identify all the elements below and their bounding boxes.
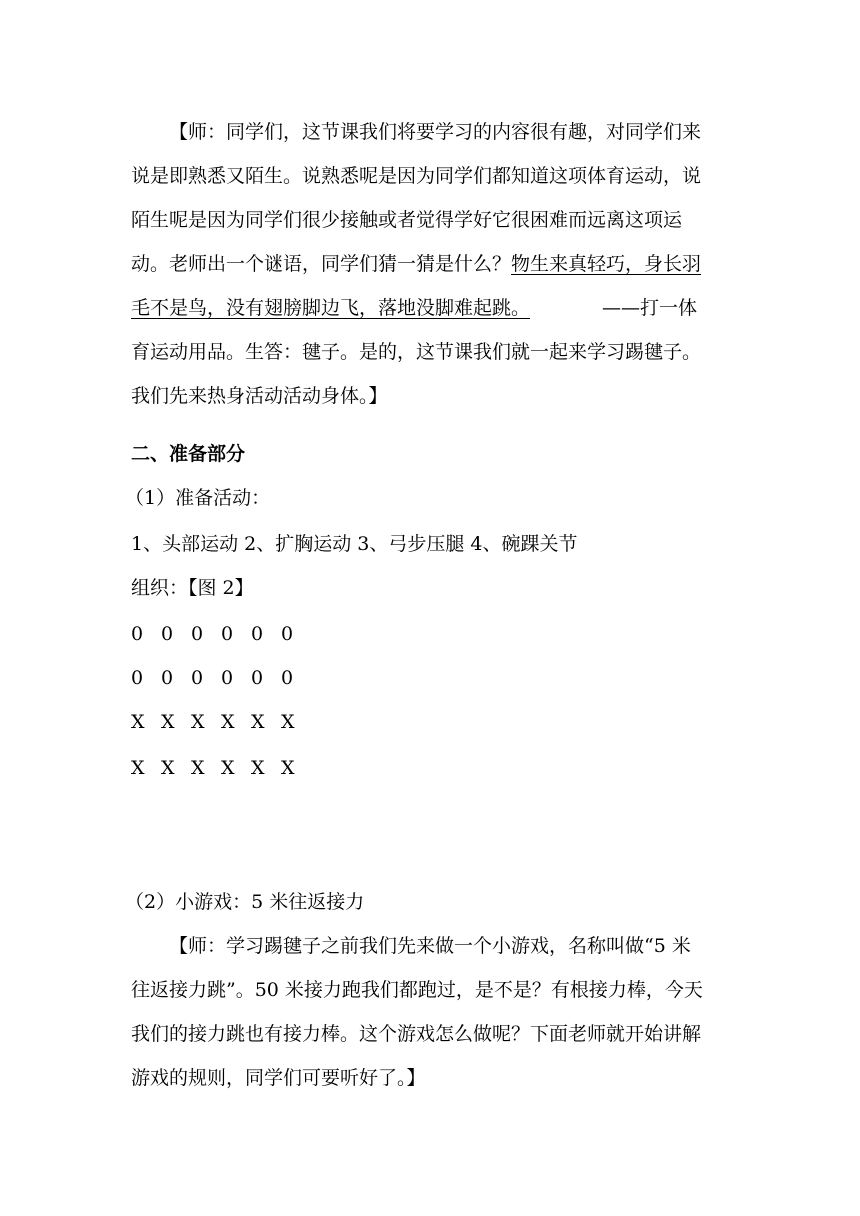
formation-row-2 (131, 664, 311, 692)
formation-mark: X (251, 711, 265, 733)
paragraph2-line2: 往返接力跳”。50 米接力跑我们都跑过，是不是？有根接力棒，今天 (131, 979, 703, 1001)
formation-mark: 0 (131, 667, 144, 689)
formation-mark: X (161, 711, 175, 733)
formation-mark: 0 (221, 667, 234, 689)
paragraph1-line6: 育运动用品。生答：毽子。是的，这节课我们就一起来学习踢毽子。 (131, 341, 702, 363)
riddle-underline-gap (530, 294, 602, 322)
formation-mark: 0 (251, 623, 264, 645)
paragraph1-line4-text: 动。老师出一个谜语，同学们猜一猜是什么？ (131, 253, 512, 275)
organization-label: 组织：【图 2】 (131, 577, 254, 599)
formation-mark: X (221, 711, 235, 733)
formation-mark: X (281, 757, 295, 779)
exercise-list: 1、头部运动 2、扩胸运动 3、弓步压腿 4、碗踝关节 (131, 533, 578, 555)
formation-mark: X (161, 757, 175, 779)
formation-mark: 0 (191, 623, 204, 645)
formation-row-1 (131, 620, 311, 648)
paragraph1-line1: 【师：同学们，这节课我们将要学习的内容很有趣，对同学们来 (169, 121, 702, 143)
formation-mark: X (251, 757, 265, 779)
formation-row-4 (131, 754, 311, 782)
paragraph2-line1: 【师：学习踢毽子之前我们先来做一个小游戏，名称叫做“5 米 (169, 935, 691, 957)
riddle-part1: 物生来真轻巧，身长羽 (511, 253, 702, 275)
formation-mark: 0 (191, 667, 204, 689)
section2-heading: 二、准备部分 (131, 443, 246, 465)
formation-mark: X (191, 711, 205, 733)
prep-activity-label: （1）准备活动： (125, 487, 271, 509)
formation-mark: 0 (281, 667, 294, 689)
formation-row-3 (131, 708, 311, 736)
formation-mark: X (131, 711, 145, 733)
formation-mark: 0 (161, 667, 174, 689)
formation-mark: 0 (161, 623, 174, 645)
paragraph1-line7: 我们先来热身活动活动身体。】 (131, 385, 388, 407)
riddle-part2: 毛不是鸟，没有翅膀脚边飞，落地没脚难起跳。 (131, 297, 531, 319)
formation-mark: X (221, 757, 235, 779)
formation-mark: 0 (131, 623, 144, 645)
formation-mark: X (281, 711, 295, 733)
paragraph2-line4: 游戏的规则，同学们可要听好了。】 (131, 1067, 426, 1089)
formation-mark: 0 (221, 623, 234, 645)
game-label: （2）小游戏：5 米往返接力 (125, 891, 365, 913)
formation-mark: X (191, 757, 205, 779)
paragraph1-line4 (131, 250, 701, 278)
riddle-hint: ——打一体 (602, 297, 698, 319)
formation-mark: X (131, 757, 145, 779)
paragraph1-line2: 说是即熟悉又陌生。说熟悉呢是因为同学们都知道这项体育运动，说 (131, 165, 702, 187)
formation-mark: 0 (281, 623, 294, 645)
formation-mark: 0 (251, 667, 264, 689)
paragraph2-line3: 我们的接力跳也有接力棒。这个游戏怎么做呢？下面老师就开始讲解 (131, 1023, 702, 1045)
paragraph1-line5 (131, 294, 697, 322)
paragraph1-line3: 陌生呢是因为同学们很少接触或者觉得学好它很困难而远离这项运 (131, 209, 683, 231)
